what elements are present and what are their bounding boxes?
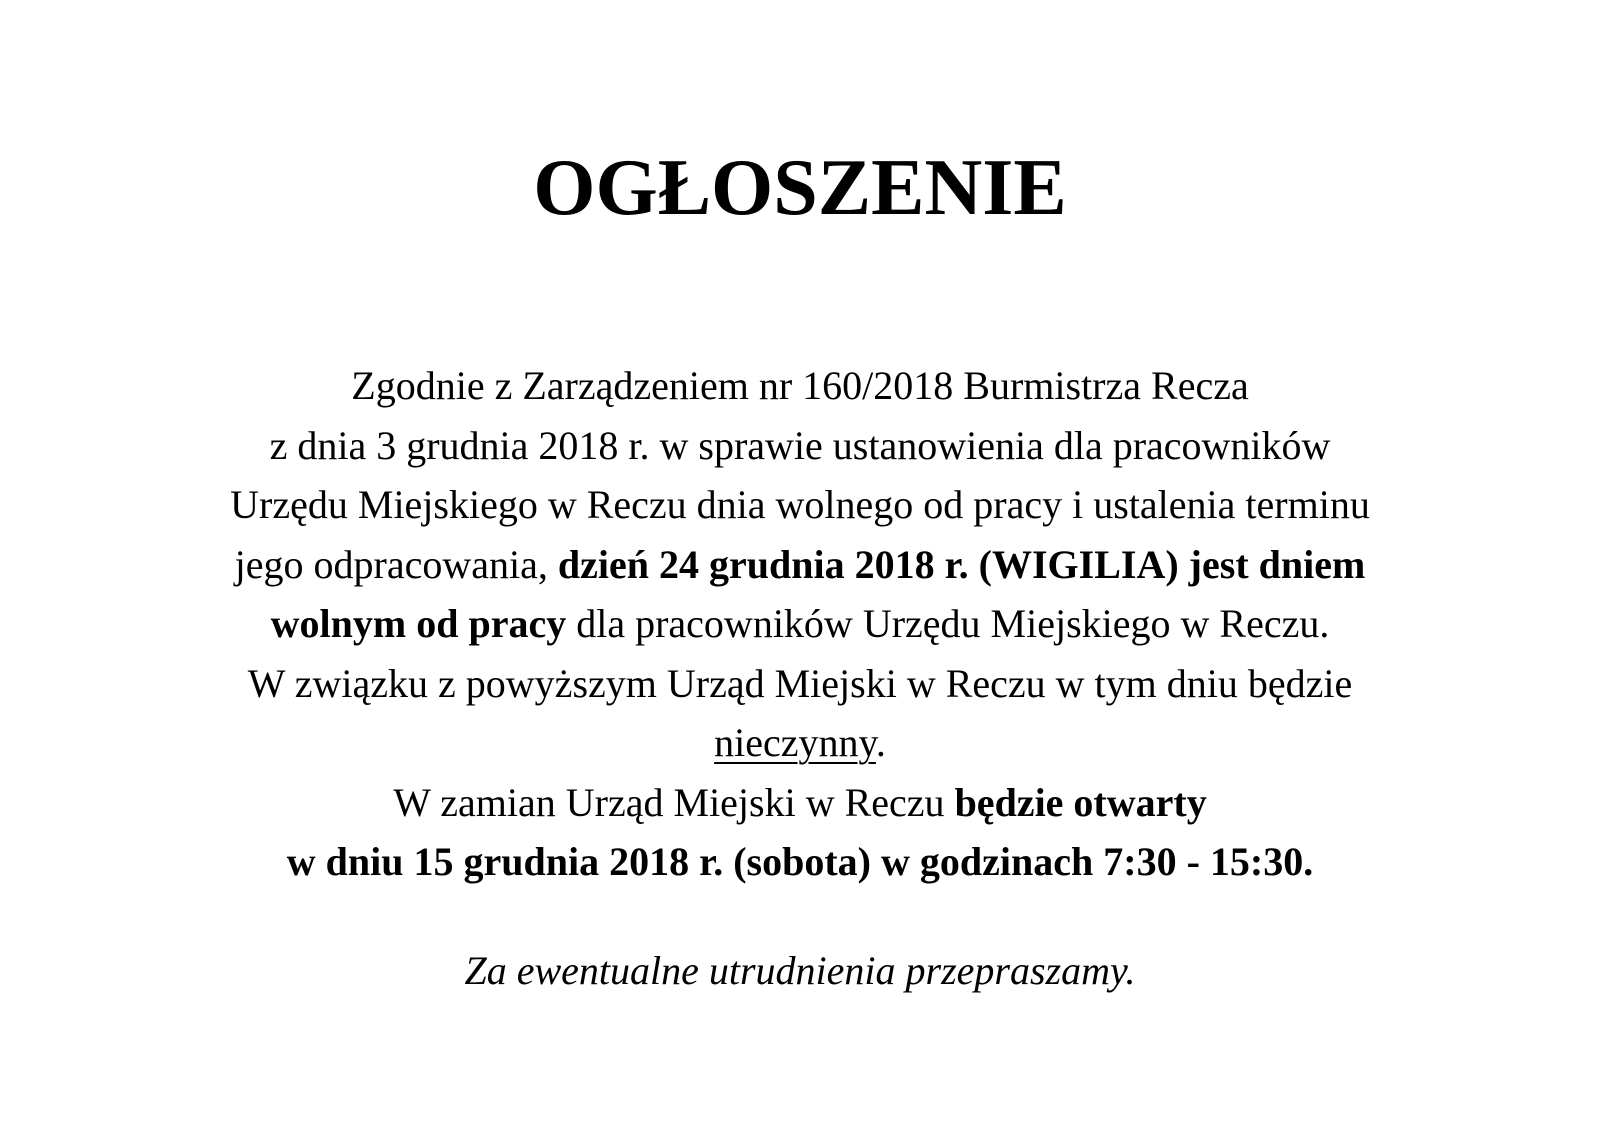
body-line-4-bold: dzień 24 grudnia 2018 r. (WIGILIA) jest dniem: [557, 541, 1366, 587]
body-line-3: Urzędu Miejskiego w Reczu dnia wolnego od pracy i ustalenia terminu: [230, 482, 1370, 527]
body-line-4-regular: jego odpracowania,: [234, 541, 558, 587]
body-line-1: Zgodnie z Zarządzeniem nr 160/2018 Burmistrza Recza: [351, 363, 1249, 408]
body-line-7: [100, 713, 1500, 773]
body-line-4: [100, 535, 1500, 595]
body-line-6: W związku z powyższym Urząd Miejski w Reczu w tym dniu będzie: [247, 660, 1353, 706]
body-line-8: [100, 773, 1500, 833]
body-line-2: z dnia 3 grudnia 2018 r. w sprawie ustanowienia dla pracowników: [269, 422, 1331, 468]
announcement-title: OGŁOSZENIE: [533, 144, 1067, 232]
body-line-8-regular: W zamian Urząd Miejski w Reczu: [393, 779, 955, 825]
body-line-7-punct: .: [875, 720, 886, 765]
body-line-9: w dniu 15 grudnia 2018 r. (sobota) w godzinach 7:30 - 15:30.: [286, 839, 1314, 884]
closing-apology: Za ewentualne utrudnienia przepraszamy.: [464, 948, 1136, 993]
body-line-5: [100, 594, 1500, 654]
body-line-8-bold: będzie otwarty: [954, 779, 1207, 825]
closed-underlined-word: nieczynny: [714, 720, 876, 765]
announcement-body: [100, 356, 1500, 892]
body-line-5-regular: dla pracowników Urzędu Miejskiego w Reczu.: [566, 601, 1330, 646]
body-line-5-bold: wolnym od pracy: [270, 601, 567, 646]
